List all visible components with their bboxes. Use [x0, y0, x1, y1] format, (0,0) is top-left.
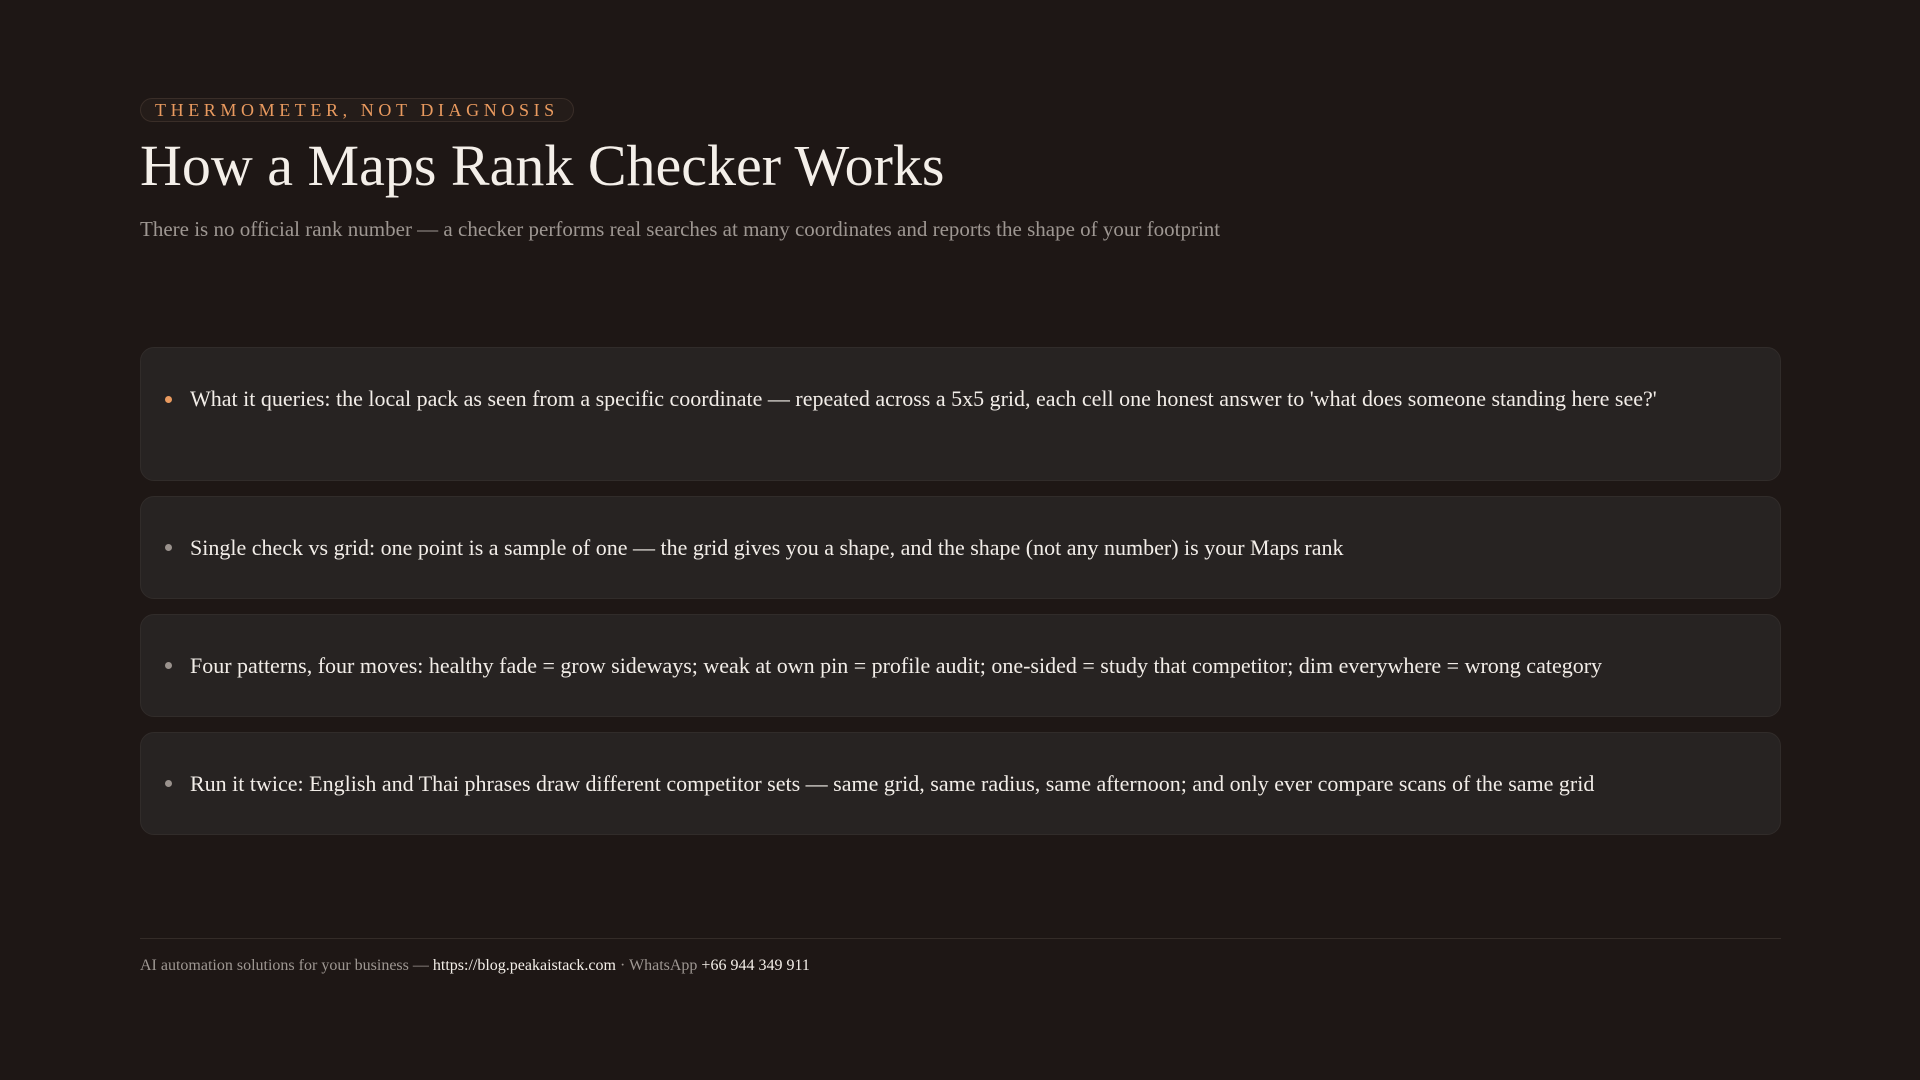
- list-item-text: What it queries: the local pack as seen from a specific coordinate — repeated across a 5x5 grid, each cell one honest answer to 'what does someone standing here see?': [190, 386, 1657, 411]
- list-item-text: Single check vs grid: one point is a sample of one — the grid gives you a shape, and the shape (not any number) is your Maps rank: [190, 535, 1344, 560]
- footer-phone[interactable]: +66 944 349 911: [701, 957, 810, 974]
- list-item: [140, 347, 1781, 481]
- footer-tagline: AI automation solutions for your business —: [140, 957, 433, 974]
- list-item: [140, 614, 1781, 717]
- footer-url-link[interactable]: https://blog.peakaistack.com: [432, 957, 616, 974]
- footer-divider: [140, 938, 1781, 939]
- list-item-text: Run it twice: English and Thai phrases draw different competitor sets — same grid, same radius, same afternoon; and only ever compare scans of the same grid: [190, 771, 1595, 796]
- page-title: How a Maps Rank Checker Works: [140, 133, 945, 198]
- eyebrow-badge: THERMOMETER, NOT DIAGNOSIS: [140, 98, 574, 122]
- bullet-dot-icon: [165, 780, 172, 787]
- list-item: [140, 496, 1781, 599]
- list-item-text: Four patterns, four moves: healthy fade = grow sideways; weak at own pin = profile audit; one-sided = study that competitor; dim everywhere = wrong category: [190, 653, 1603, 678]
- bullet-dot-icon: [165, 662, 172, 669]
- list-item: [140, 732, 1781, 835]
- bullet-list: [140, 347, 1781, 850]
- footer: [140, 954, 810, 978]
- bullet-dot-icon: [165, 396, 172, 403]
- bullet-dot-icon: [165, 544, 172, 551]
- page-subtitle: There is no official rank number — a checker performs real searches at many coordinates and reports the shape of your footprint: [140, 217, 1221, 241]
- footer-separator: · WhatsApp: [615, 957, 702, 974]
